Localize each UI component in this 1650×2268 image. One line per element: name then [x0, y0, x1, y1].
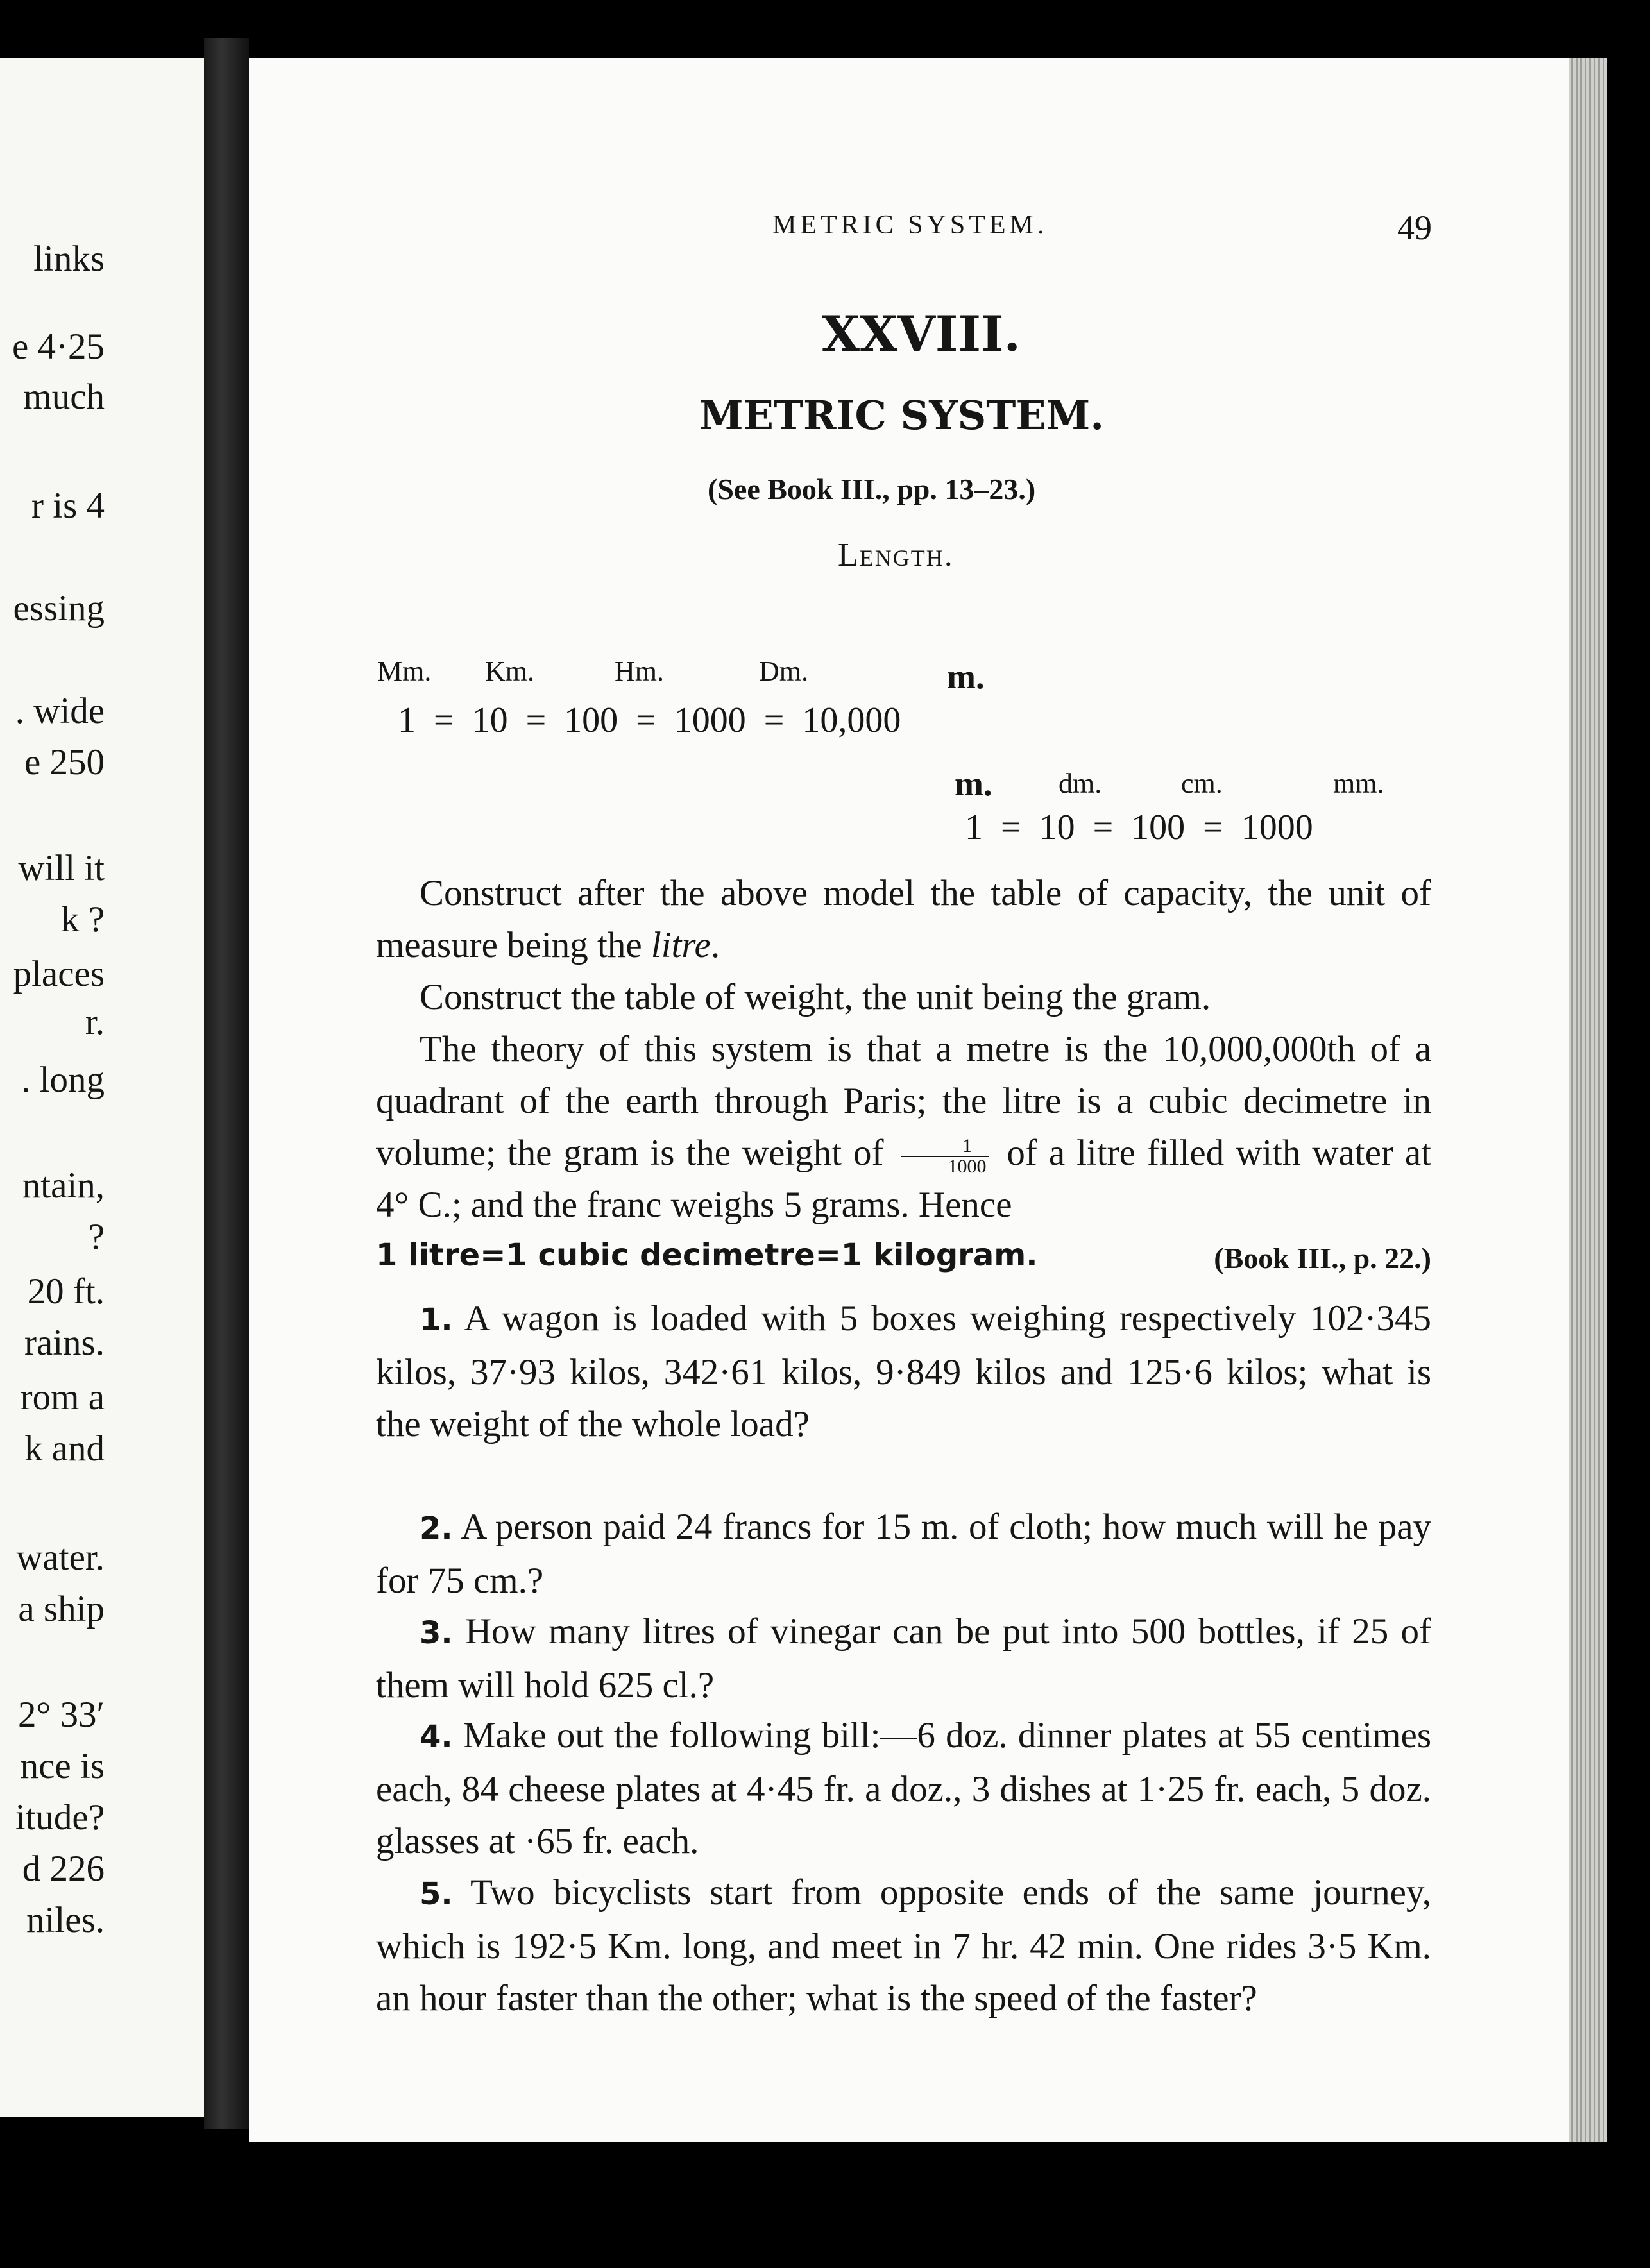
left-page-fragment: e 250 [24, 742, 105, 783]
problem-number: 5. [420, 1876, 453, 1912]
left-page-fragment: k and [24, 1428, 105, 1469]
table1-label-dm: Dm. [759, 656, 808, 687]
left-page-fragment: places [13, 954, 105, 994]
left-page-fragment: water. [16, 1537, 105, 1578]
equation-main: 1 litre=1 cubic decimetre=1 kilogram. [376, 1237, 1038, 1273]
left-page-fragment: r is 4 [31, 486, 105, 526]
left-page-fragment: . wide [15, 691, 105, 731]
left-page-fragment: much [23, 377, 105, 417]
problem-number: 1. [420, 1302, 453, 1338]
left-page-fragment: will it [18, 848, 105, 888]
key-equation [376, 1237, 1431, 1274]
left-page-fragment: e 4·25 [12, 326, 105, 367]
problem-5 [376, 1866, 1431, 2024]
left-page-fragment: rains. [24, 1323, 105, 1363]
left-page-fragment: . long [21, 1060, 105, 1100]
left-page-fragment: itude? [15, 1797, 105, 1838]
table1-label-km: Km. [485, 656, 534, 687]
problem-text: A person paid 24 francs for 15 m. of cloth; how much will he pay for 75 cm.? [376, 1507, 1431, 1601]
paragraph-theory-text: The theory of this system is that a metre is the 10,000,000th of a quadrant of the earth through Paris; the litre is a cubic decimetre in volume; the gram is the weight of [376, 1029, 1431, 1173]
problem-number: 2. [420, 1511, 453, 1546]
problem-3 [376, 1605, 1431, 1711]
left-page-fragment: ? [88, 1217, 105, 1257]
problem-text: A wagon is loaded with 5 boxes weighing respectively 102·345 kilos, 37·93 kilos, 342·61 kilos, 9·849 kilos and 125·6 kilos; what is the weight of the whole load? [376, 1298, 1431, 1444]
table2-row: 1 = 10 = 100 = 1000 [965, 808, 1313, 847]
paragraph-weight: Construct the table of weight, the unit being the gram. [420, 977, 1211, 1017]
left-page-fragment: ntain, [22, 1165, 105, 1206]
fraction-one-thousandth [901, 1137, 989, 1176]
right-page [249, 58, 1569, 2142]
equation-reference: (Book III., p. 22.) [1214, 1242, 1431, 1274]
table1-label-m: m. [947, 657, 985, 696]
table2-label-mm: mm. [1333, 768, 1384, 799]
fraction-denominator: 1000 [948, 1155, 987, 1177]
problem-text: Two bicyclists start from opposite ends of the same journey, which is 192·5 Km. long, and meet in 7 hr. 42 min. One rides 3·5 Km. an hour faster than the other; what is the speed of the faster? [376, 1872, 1431, 2018]
page-number: 49 [1397, 208, 1432, 247]
table1-label-mm: Mm. [377, 656, 432, 687]
table2-label-cm: cm. [1181, 768, 1223, 799]
table1-label-hm: Hm. [615, 656, 664, 687]
problem-4 [376, 1709, 1431, 1867]
page-edge [1569, 58, 1607, 2142]
table1-row: 1 = 10 = 100 = 1000 = 10,000 [398, 700, 901, 740]
paragraph-capacity-text: Construct after the above model the table of capacity, the unit of measure being the [376, 873, 1431, 965]
subheading-length: Length. [838, 537, 954, 573]
left-page-fragment: links [33, 239, 105, 279]
problem-text: How many litres of vinegar can be put into 500 bottles, if 25 of them will hold 625 cl.? [376, 1611, 1432, 1705]
paragraph-theory [376, 1023, 1431, 1231]
problem-1 [376, 1292, 1431, 1450]
left-page-fragment: 20 ft. [27, 1271, 105, 1312]
left-page [0, 58, 204, 2117]
left-page-fragment: nce is [20, 1746, 105, 1786]
book-reference: (See Book III., pp. 13–23.) [708, 473, 1036, 505]
table2-label-m: m. [955, 765, 992, 803]
problem-text: Make out the following bill:—6 doz. dinner plates at 55 centimes each, 84 cheese plates at 4·45 fr. a doz., 3 dishes at 1·25 fr. each, 5 doz. glasses at ·65 fr. each. [376, 1715, 1432, 1861]
book-gutter [204, 38, 249, 2129]
problem-2 [376, 1501, 1431, 1607]
section-number: XXVIII. [822, 305, 1021, 362]
paragraph-capacity [376, 867, 1431, 971]
fraction-numerator: 1 [901, 1137, 989, 1157]
problem-number: 4. [420, 1719, 453, 1755]
left-page-fragment: a ship [18, 1589, 105, 1629]
section-title: METRIC SYSTEM. [699, 392, 1104, 439]
left-page-fragment: essing [13, 588, 105, 629]
paragraph-capacity-end: . [710, 925, 720, 965]
left-page-fragment: k ? [60, 899, 105, 940]
left-page-fragment: niles. [26, 1900, 105, 1940]
left-page-fragment: rom a [20, 1377, 105, 1418]
left-page-fragment: r. [85, 1002, 105, 1042]
left-page-fragment: d 226 [22, 1849, 105, 1889]
table2-label-dm: dm. [1059, 768, 1102, 799]
litre-emphasis: litre [651, 925, 711, 965]
problem-number: 3. [420, 1615, 453, 1651]
running-head: METRIC SYSTEM. [772, 210, 1048, 240]
paragraph-theory-end: of a litre filled with water at 4° C.; and the franc weighs 5 grams. Hence [376, 1133, 1432, 1225]
left-page-fragment: 2° 33′ [17, 1695, 105, 1735]
